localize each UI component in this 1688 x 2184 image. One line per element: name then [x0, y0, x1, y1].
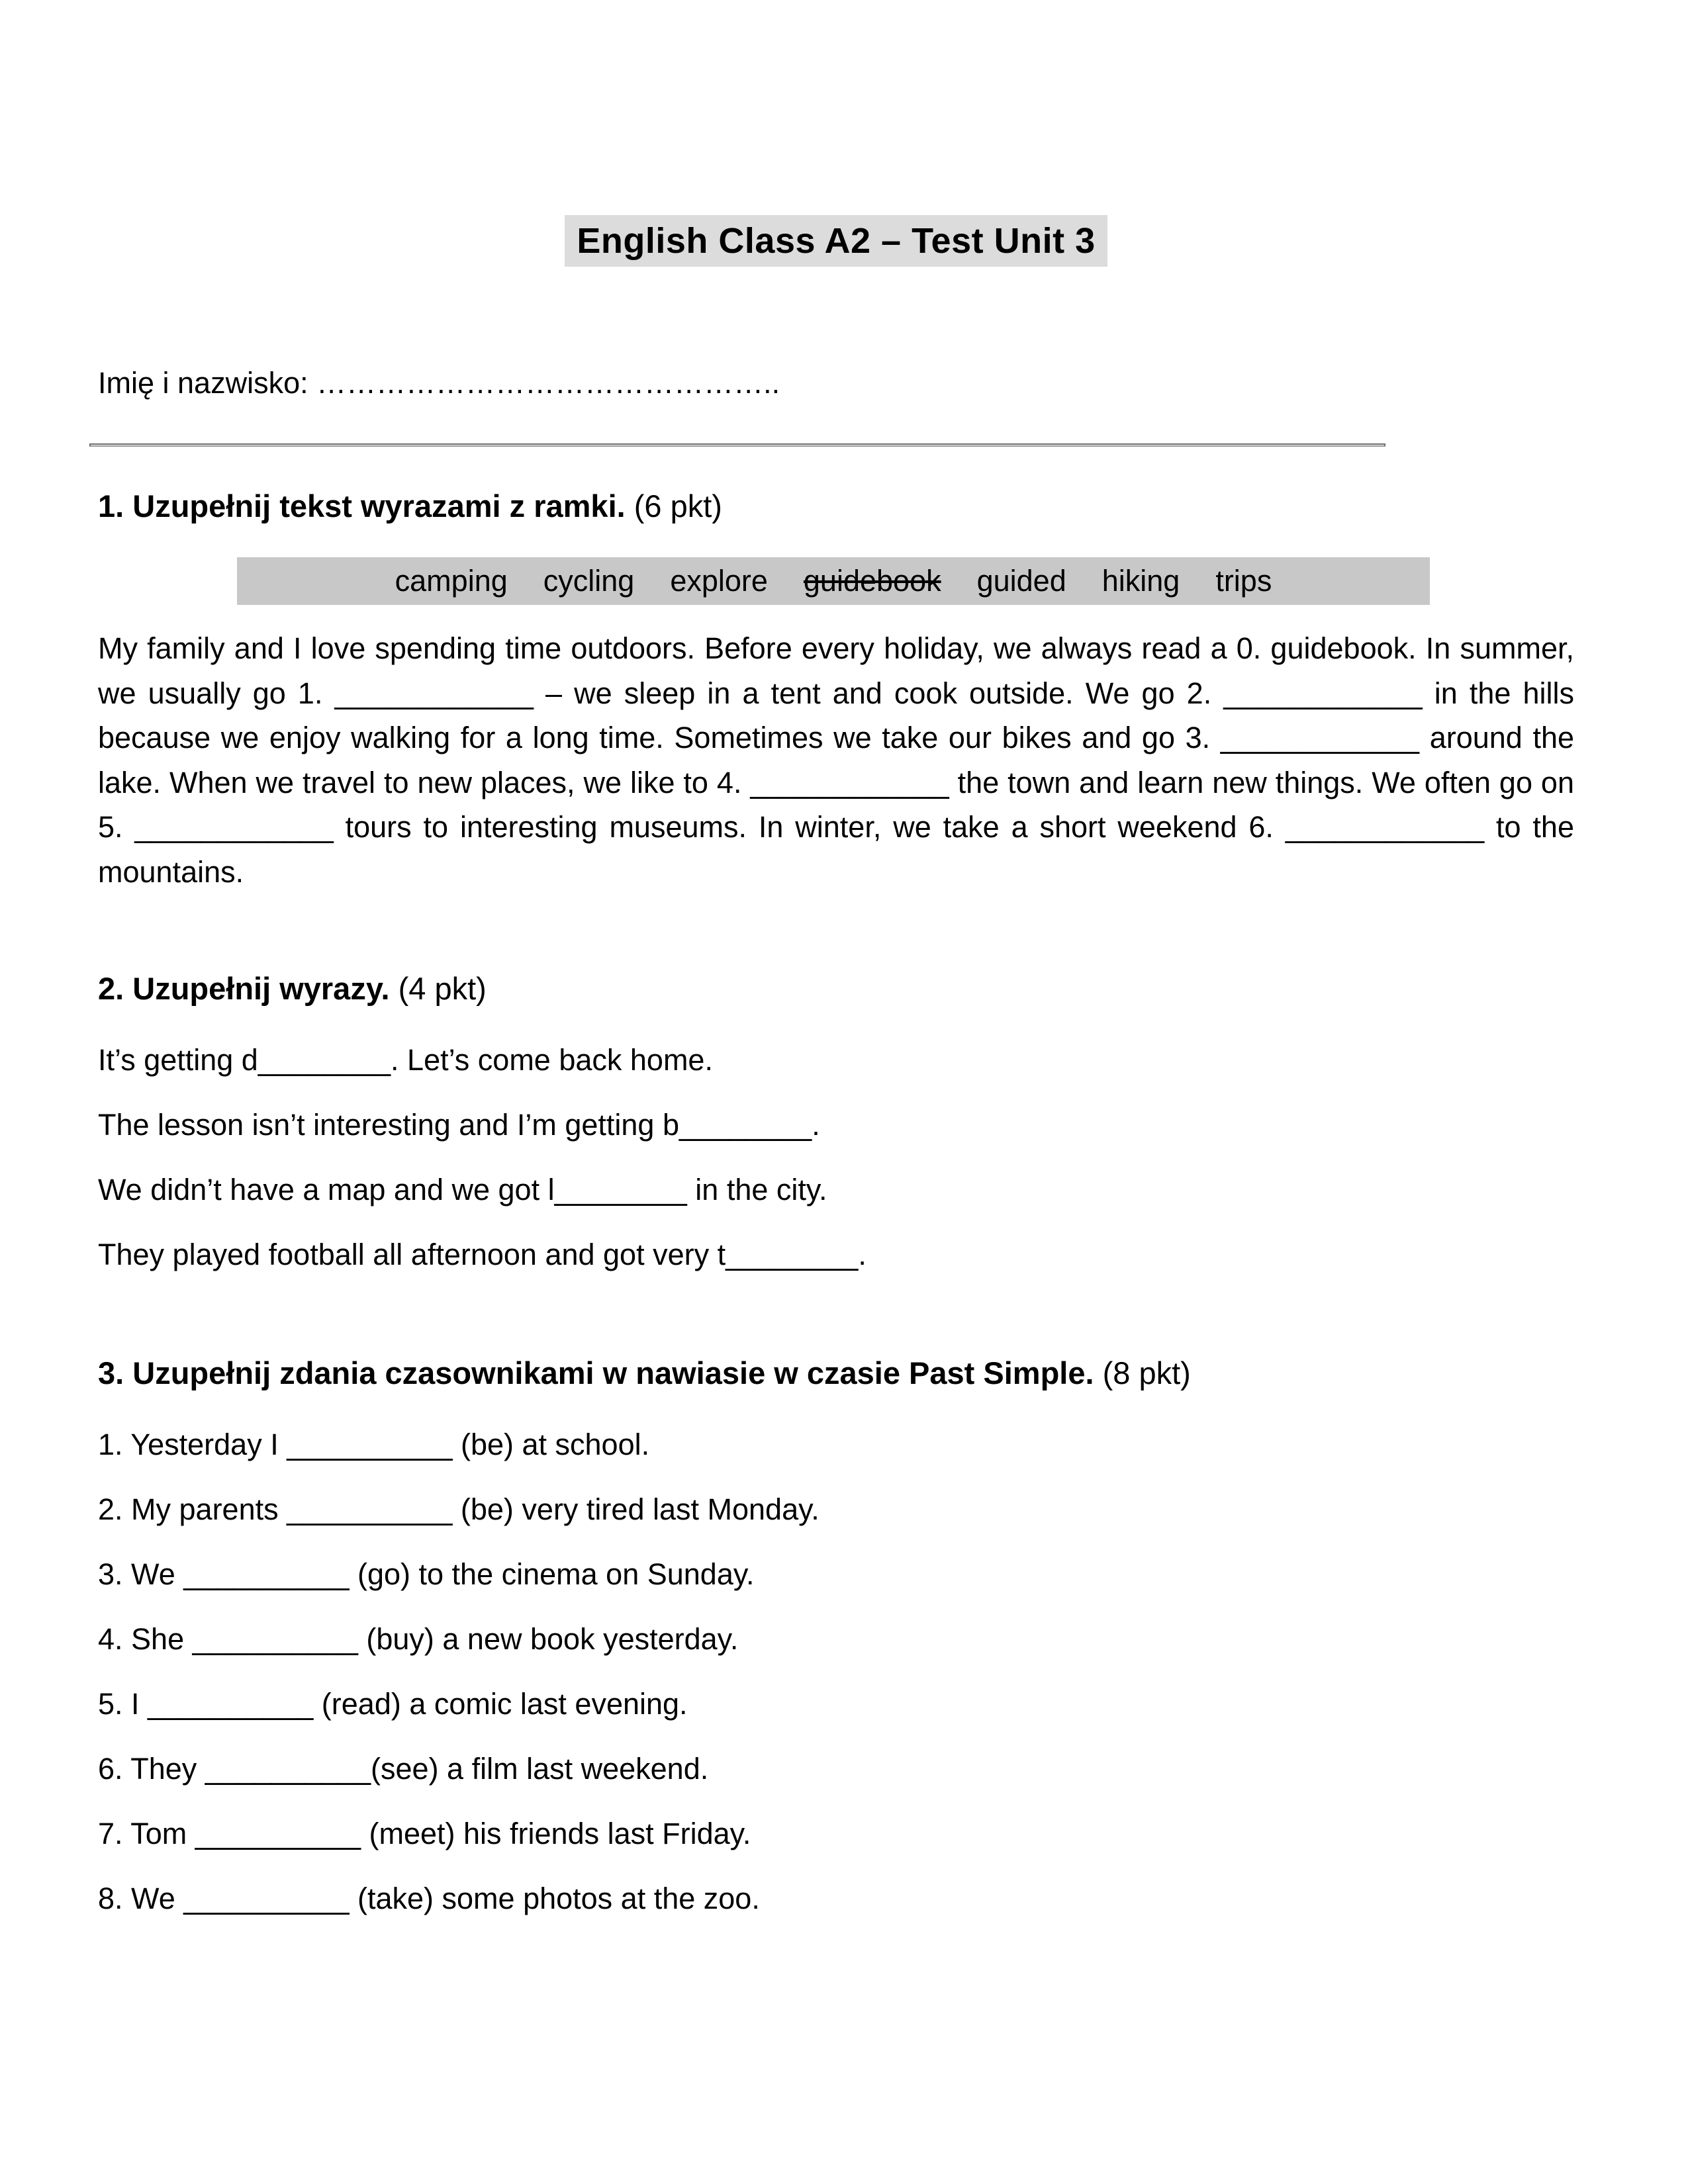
page-title: English Class A2 – Test Unit 3	[565, 215, 1107, 267]
word-bank-item: explore	[670, 564, 768, 598]
word-bank-item: cycling	[543, 564, 635, 598]
section-1-heading	[98, 488, 1574, 524]
section-2-sentences	[98, 1043, 1574, 1272]
sentence-line: 1. Yesterday I __________ (be) at school.	[98, 1428, 650, 1461]
section-1	[98, 488, 1574, 894]
word-bank-item: guidebook	[803, 564, 941, 598]
section-3	[98, 1355, 1574, 1916]
section-2-heading	[98, 970, 1574, 1007]
horizontal-divider	[89, 443, 1385, 447]
section-3-sentences	[98, 1428, 1574, 1916]
sentence-line: 3. We __________ (go) to the cinema on Sunday.	[98, 1557, 755, 1591]
word-bank-item: guided	[976, 564, 1066, 598]
sentence-line: 7. Tom __________ (meet) his friends last Friday.	[98, 1817, 751, 1850]
section-2-heading-text: 2. Uzupełnij wyrazy.	[98, 971, 390, 1006]
section-3-points: (8 pkt)	[1094, 1355, 1191, 1390]
sentence-line: 6. They __________(see) a film last weekend.	[98, 1752, 709, 1786]
sentence-line: 5. I __________ (read) a comic last evening.	[98, 1687, 688, 1721]
title-row	[98, 215, 1574, 267]
name-surname-line: Imię i nazwisko: ………………………………………..	[98, 366, 780, 400]
section-1-heading-text: 1. Uzupełnij tekst wyrazami z ramki.	[98, 488, 626, 523]
section-1-points: (6 pkt)	[625, 488, 722, 523]
sentence-line: The lesson isn’t interesting and I’m getting b________.	[98, 1108, 820, 1142]
sentence-line: It’s getting d________. Let’s come back home.	[98, 1043, 713, 1077]
sentence-line: They played football all afternoon and got very t________.	[98, 1238, 867, 1271]
word-bank-item: hiking	[1102, 564, 1180, 598]
sentence-line: 2. My parents __________ (be) very tired last Monday.	[98, 1492, 820, 1526]
sentence-line: 8. We __________ (take) some photos at the zoo.	[98, 1882, 760, 1915]
section-2-points: (4 pkt)	[389, 971, 487, 1006]
section-2	[98, 970, 1574, 1272]
gap-fill-paragraph: My family and I love spending time outdoors. Before every holiday, we always read a 0. guidebook. In summer, we usually go 1. ____________ – we sleep in a tent and cook outside. We go 2. ____________ in the hills because we enjoy walking for a long time. Sometimes we take our bikes and go 3. ____________ around the lake. When we travel to new places, we like to 4. ____________ the town and learn new things. We often go on 5. ____________ tours to interesting museums. In winter, we take a short weekend 6. ____________ to the mountains.	[98, 631, 1574, 889]
word-bank-box	[237, 557, 1430, 605]
word-bank-item: camping	[395, 564, 508, 598]
section-3-heading	[98, 1355, 1574, 1391]
word-bank-item: trips	[1215, 564, 1272, 598]
sentence-line: 4. She __________ (buy) a new book yesterday.	[98, 1622, 739, 1656]
section-3-heading-text: 3. Uzupełnij zdania czasownikami w nawiasie w czasie Past Simple.	[98, 1355, 1094, 1390]
sentence-line: We didn’t have a map and we got l________ in the city.	[98, 1173, 827, 1206]
